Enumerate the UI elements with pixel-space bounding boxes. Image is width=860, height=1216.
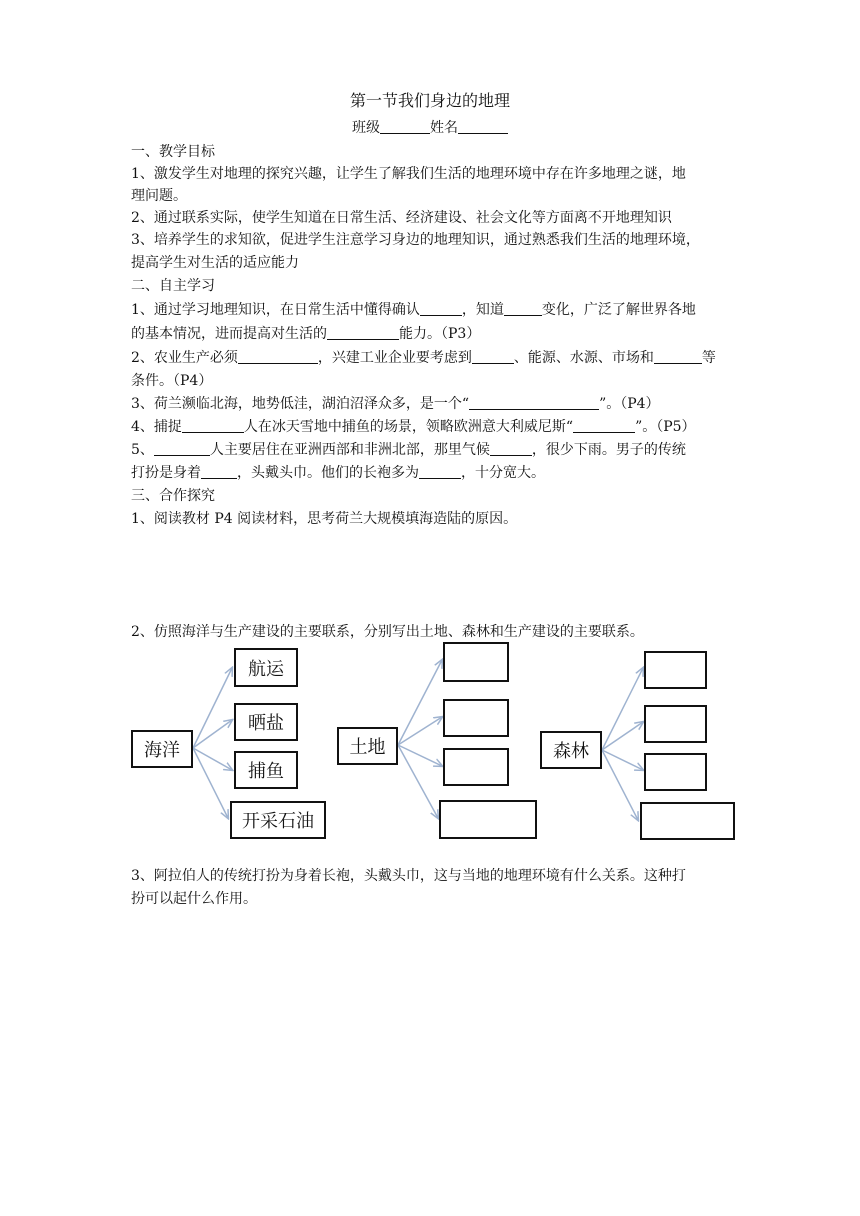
class-name-line xyxy=(0,117,860,137)
objective-1-line-2: 理问题。 xyxy=(131,188,187,204)
ocean-item-salt: 晒盐 xyxy=(234,703,298,741)
forest-arrow-2 xyxy=(602,722,643,750)
forest-answer-box-2[interactable] xyxy=(644,705,707,743)
q3-blank-1[interactable] xyxy=(469,394,599,410)
land-answer-box-3[interactable] xyxy=(443,748,509,786)
ocean-item-oil: 开采石油 xyxy=(230,801,326,839)
objective-3-line-2: 提高学生对生活的适应能力 xyxy=(131,255,299,271)
q1-text-b: ，知道 xyxy=(461,302,504,318)
question-5-line-2 xyxy=(131,463,741,483)
inquiry-2: 2、仿照海洋与生产建设的主要联系，分别写出土地、森林和生产建设的主要联系。 xyxy=(131,624,644,640)
ocean-arrow-1 xyxy=(193,668,232,748)
land-answer-box-1[interactable] xyxy=(443,642,509,682)
q4-blank-2[interactable] xyxy=(573,417,635,433)
question-4 xyxy=(131,417,741,437)
ocean-item-shipping: 航运 xyxy=(234,648,298,687)
q2-text-d: 等 xyxy=(701,350,716,366)
q1-text-e: 能力。（P3） xyxy=(399,326,481,342)
ocean-box: 海洋 xyxy=(131,730,193,768)
question-1-line-2 xyxy=(131,324,741,344)
section-2-heading: 二、自主学习 xyxy=(131,278,215,294)
ocean-arrow-2 xyxy=(193,720,232,748)
objective-2: 2、通过联系实际，使学生知道在日常生活、经济建设、社会文化等方面离不开地理知识 xyxy=(131,210,672,226)
land-answer-box-2[interactable] xyxy=(443,699,509,737)
ocean-arrow-4 xyxy=(193,748,228,818)
q5-text-c: ，很少下雨。男子的传统 xyxy=(531,442,686,458)
section-3-heading: 三、合作探究 xyxy=(131,488,215,504)
q1-text-a: 1、通过学习地理知识，在日常生活中懂得确认 xyxy=(131,302,420,318)
land-arrow-3 xyxy=(398,745,442,766)
inquiry-1: 1、阅读教材 P4 阅读材料，思考荷兰大规模填海造陆的原因。 xyxy=(131,511,518,527)
q2-text-a: 2、农业生产必须 xyxy=(131,350,238,366)
q1-blank-1[interactable] xyxy=(420,300,462,316)
forest-arrow-3 xyxy=(602,750,643,770)
q2-blank-1[interactable] xyxy=(238,348,318,364)
question-3 xyxy=(131,394,741,414)
q4-text-a: 4、捕捉 xyxy=(131,419,182,435)
name-label: 姓名 xyxy=(430,120,458,136)
q1-text-c: 变化，广泛了解世界各地 xyxy=(541,302,696,318)
land-arrow-1 xyxy=(398,660,442,745)
q5-text-d: 打扮是身着 xyxy=(131,465,201,481)
q5-text-f: ，十分宽大。 xyxy=(461,465,545,481)
q4-text-b: 人在冰天雪地中捕鱼的场景，领略欧洲意大利威尼斯“ xyxy=(243,419,574,435)
section-1-heading: 一、教学目标 xyxy=(131,144,215,160)
q5-blank-2[interactable] xyxy=(490,440,532,456)
forest-arrow-4 xyxy=(602,750,638,820)
q5-text-e: ，头戴头巾。他们的长袍多为 xyxy=(237,465,419,481)
q1-blank-3[interactable] xyxy=(327,324,399,340)
inquiry-3-line-1: 3、阿拉伯人的传统打扮为身着长袍，头戴头巾，这与当地的地理环境有什么关系。这种打 xyxy=(131,868,686,884)
forest-answer-box-3[interactable] xyxy=(644,753,707,791)
q2-text-b: ，兴建工业企业要考虑到 xyxy=(317,350,472,366)
q2-blank-2[interactable] xyxy=(472,348,514,364)
objective-3-line-1: 3、培养学生的求知欲，促进学生注意学习身边的地理知识，通过熟悉我们生活的地理环境， xyxy=(131,232,700,248)
q5-text-a: 5、 xyxy=(131,442,154,458)
q3-text-b: ”。（P4） xyxy=(599,396,660,412)
q2-text-c: 、能源、水源、市场和 xyxy=(513,350,654,366)
land-answer-box-4[interactable] xyxy=(439,800,537,839)
q5-text-b: 人主要居住在亚洲西部和非洲北部，那里气候 xyxy=(209,442,490,458)
q1-text-d: 的基本情况，进而提高对生活的 xyxy=(131,326,327,342)
class-blank[interactable] xyxy=(380,118,430,134)
land-arrow-4 xyxy=(398,745,438,818)
question-2-line-2: 条件。（P4） xyxy=(131,373,213,389)
page-title: 第一节我们身边的地理 xyxy=(349,91,510,110)
q5-blank-4[interactable] xyxy=(419,463,461,479)
question-5-line-1 xyxy=(131,440,741,460)
question-1-line-1 xyxy=(131,300,741,320)
question-2-line-1 xyxy=(131,348,741,368)
forest-answer-box-1[interactable] xyxy=(644,651,707,689)
land-arrow-2 xyxy=(398,717,442,745)
q2-blank-3[interactable] xyxy=(654,348,702,364)
objective-1-line-1: 1、激发学生对地理的探究兴趣，让学生了解我们生活的地理环境中存在许多地理之谜，地 xyxy=(131,166,686,182)
q5-blank-3[interactable] xyxy=(201,463,237,479)
q4-blank-1[interactable] xyxy=(182,417,244,433)
name-blank[interactable] xyxy=(458,118,508,134)
class-label: 班级 xyxy=(352,120,380,136)
ocean-arrow-3 xyxy=(193,748,232,770)
q4-text-c: ”。（P5） xyxy=(635,419,696,435)
q3-text-a: 3、荷兰濒临北海，地势低洼，湖泊沼泽众多，是一个“ xyxy=(131,396,470,412)
inquiry-3-line-2: 扮可以起什么作用。 xyxy=(131,891,257,907)
ocean-item-fishing: 捕鱼 xyxy=(234,751,298,789)
forest-box: 森林 xyxy=(540,731,602,769)
forest-answer-box-4[interactable] xyxy=(640,802,735,840)
land-box: 土地 xyxy=(337,727,398,765)
forest-arrow-1 xyxy=(602,668,643,750)
q1-blank-2[interactable] xyxy=(504,300,542,316)
q5-blank-1[interactable] xyxy=(154,440,210,456)
